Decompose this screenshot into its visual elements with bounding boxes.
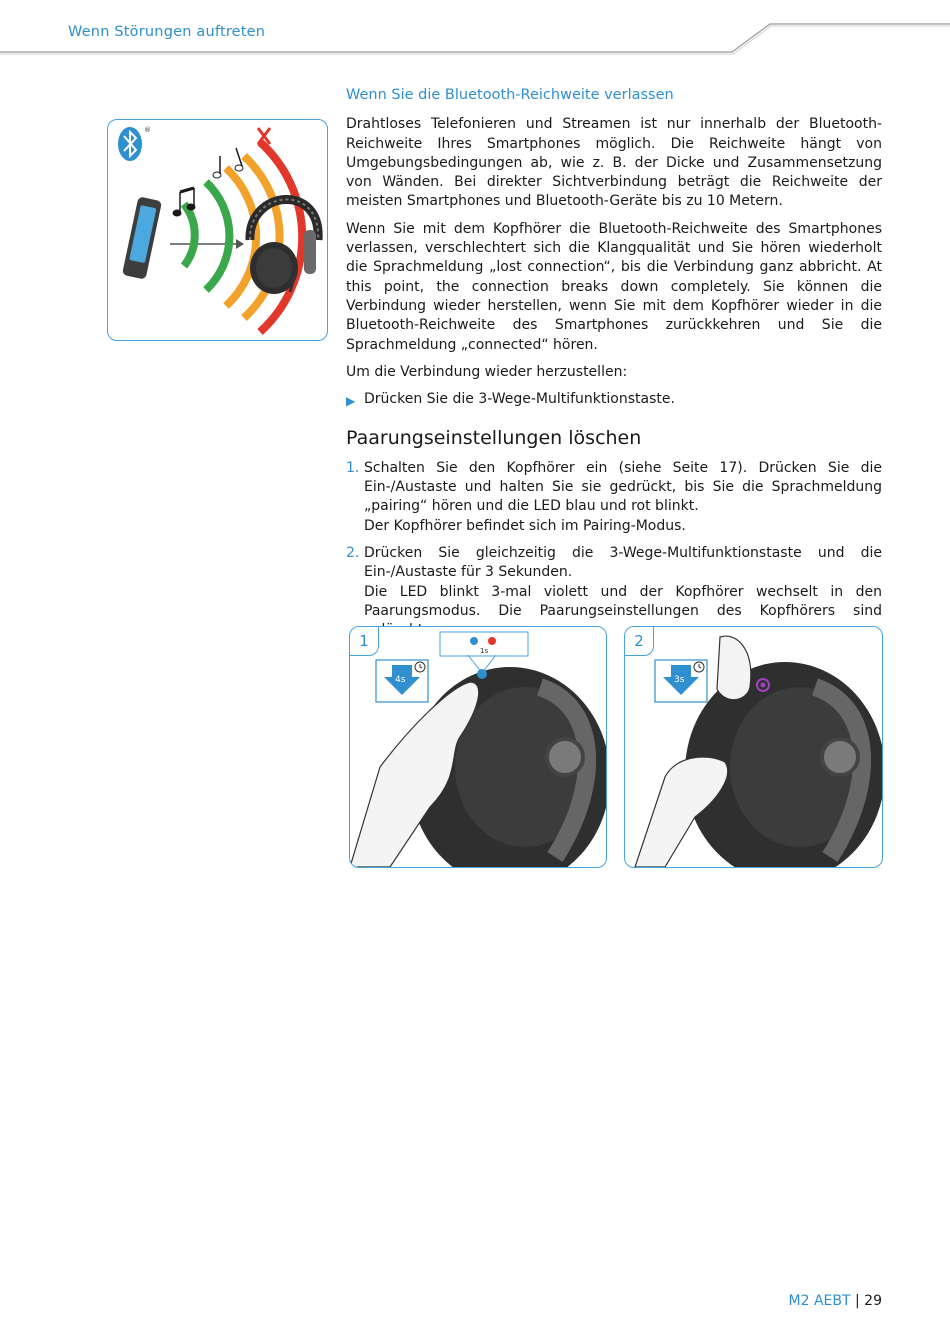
paragraph-range: Drahtloses Telefonieren und Streamen ist nur innerhalb der Bluetooth-Reichweite Ihres Smartphones möglich. Die Reichweite hängt von Umgebungsbedingungen ab, wie z. B. der Dicke und Zusammensetzung von Wänden. Bei direkter Sichtverbindung beträgt die Reichweite der meisten Smartphones und Bluetooth-Geräte bis zu 10 Metern. bbox=[346, 116, 882, 210]
interval-label: 1s bbox=[480, 647, 489, 655]
figure-number: 1 bbox=[349, 626, 379, 656]
step-arrow-icon: ▶ bbox=[346, 394, 356, 409]
instruction-step-text: Drücken Sie die 3-Wege-Multifunktionstaste. bbox=[364, 391, 675, 408]
footer-separator: | bbox=[855, 1293, 860, 1309]
figure-step-2 bbox=[624, 626, 883, 868]
step-number: 1. bbox=[346, 459, 360, 476]
step-text: Drücken Sie gleichzeitig die 3-Wege-Multifunktionstaste und die Ein-/Austaste für 3 Sekunden. bbox=[364, 544, 882, 581]
step-text: Schalten Sie den Kopfhörer ein (siehe Seite 17). Drücken Sie die Ein-/Austaste und halten Sie sie gedrückt, bis Sie die Sprachmeldung „pairing“ hören und die LED blau und rot blinkt. bbox=[364, 459, 882, 515]
running-header: Wenn Störungen auftreten bbox=[68, 24, 266, 40]
paragraph-leaving-range: Wenn Sie mit dem Kopfhörer die Bluetooth-Reichweite des Smartphones verlassen, verschlechtert sich die Klangqualität und Sie hören wiederholt die Sprachmeldung „lost connection“, bis die Verbindung ganz abbricht. At this point, the connection breaks down completely. Sie können die Verbindung wieder herstellen, wenn Sie mit dem Kopfhörer wieder in die Bluetooth-Reichweite des Smartphones zurückkehren und Sie die Sprachmeldung „connected“ hören. bbox=[346, 220, 882, 353]
page-footer bbox=[789, 1293, 882, 1309]
hold-time-label: 4s bbox=[395, 675, 406, 685]
registered-mark: ® bbox=[144, 126, 151, 134]
section-subtitle: Wenn Sie die Bluetooth-Reichweite verlassen bbox=[346, 87, 674, 103]
paragraph-reconnect: Um die Verbindung wieder herzustellen: bbox=[346, 363, 628, 380]
timer-icon bbox=[694, 662, 704, 672]
list-item bbox=[346, 459, 882, 536]
figure-step-1 bbox=[349, 626, 607, 868]
step-number: 2. bbox=[346, 544, 360, 561]
finger-top-image bbox=[717, 636, 751, 700]
bluetooth-range-figure bbox=[107, 119, 328, 341]
bluetooth-icon bbox=[118, 127, 142, 161]
step-result: Der Kopfhörer befindet sich im Pairing-Modus. bbox=[364, 517, 686, 534]
headphones-image bbox=[250, 199, 318, 294]
main-content bbox=[346, 86, 882, 648]
page-number: 29 bbox=[864, 1293, 882, 1309]
instruction-step bbox=[346, 390, 882, 411]
product-name: M2 AEBT bbox=[788, 1293, 851, 1309]
pairing-steps bbox=[346, 459, 882, 641]
figure-number: 2 bbox=[624, 626, 654, 656]
hold-time-label: 3s bbox=[674, 675, 685, 685]
range-arc-green bbox=[184, 204, 195, 266]
timer-icon bbox=[415, 662, 425, 672]
smartphone-image bbox=[122, 196, 162, 279]
pairing-heading: Paarungseinstellungen löschen bbox=[346, 427, 642, 450]
step-result: Die LED blinkt 3-mal violett und der Kopfhörer wechselt in den Paarungsmodus. Die Paarungseinstellungen des Kopfhörers sind bbox=[364, 583, 882, 619]
